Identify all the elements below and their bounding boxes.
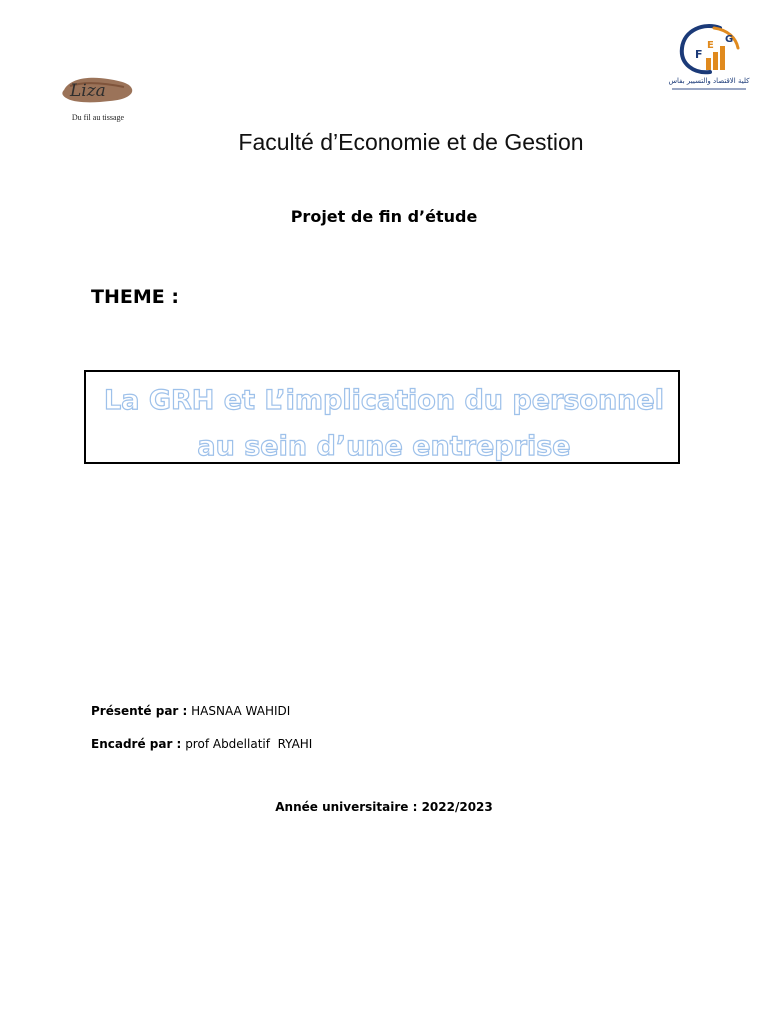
academic-year-label: Année universitaire : <box>275 800 418 814</box>
feg-logo <box>668 22 750 98</box>
presented-by-label: Présenté par : <box>91 704 188 718</box>
logo-wordmark: Liza <box>70 81 106 101</box>
logo-tagline: Du fil au tissage <box>71 113 125 122</box>
title-line-1: La GRH et L’implication du personnel <box>104 385 664 416</box>
document-title <box>86 378 682 470</box>
presented-by-value: HASNAA WAHIDI <box>191 704 291 718</box>
logo-caption-line <box>672 88 746 90</box>
logo-letter-f: F <box>695 48 703 61</box>
feg-emblem-icon <box>668 22 750 76</box>
faculty-name: Faculté d’Economie et de Gestion <box>238 129 584 155</box>
logo-letter-g: G <box>725 34 734 45</box>
supervised-by <box>91 737 312 751</box>
title-box <box>84 370 680 464</box>
document-subtitle: Projet de fin d’étude <box>290 207 478 226</box>
logo-letter-e: E <box>707 40 714 51</box>
academic-year <box>0 800 768 814</box>
liza-logo <box>60 66 136 138</box>
presented-by <box>91 704 290 718</box>
academic-year-value: 2022/2023 <box>421 800 493 814</box>
supervised-by-label: Encadré par : <box>91 737 182 751</box>
supervised-by-value: prof Abdellatif RYAHI <box>185 737 313 751</box>
logo-arabic-caption: كلية الاقتصاد والتسيير بفاس <box>668 77 750 85</box>
title-line-2: au sein d’une entreprise <box>197 431 571 462</box>
theme-label: THEME : <box>91 286 179 308</box>
